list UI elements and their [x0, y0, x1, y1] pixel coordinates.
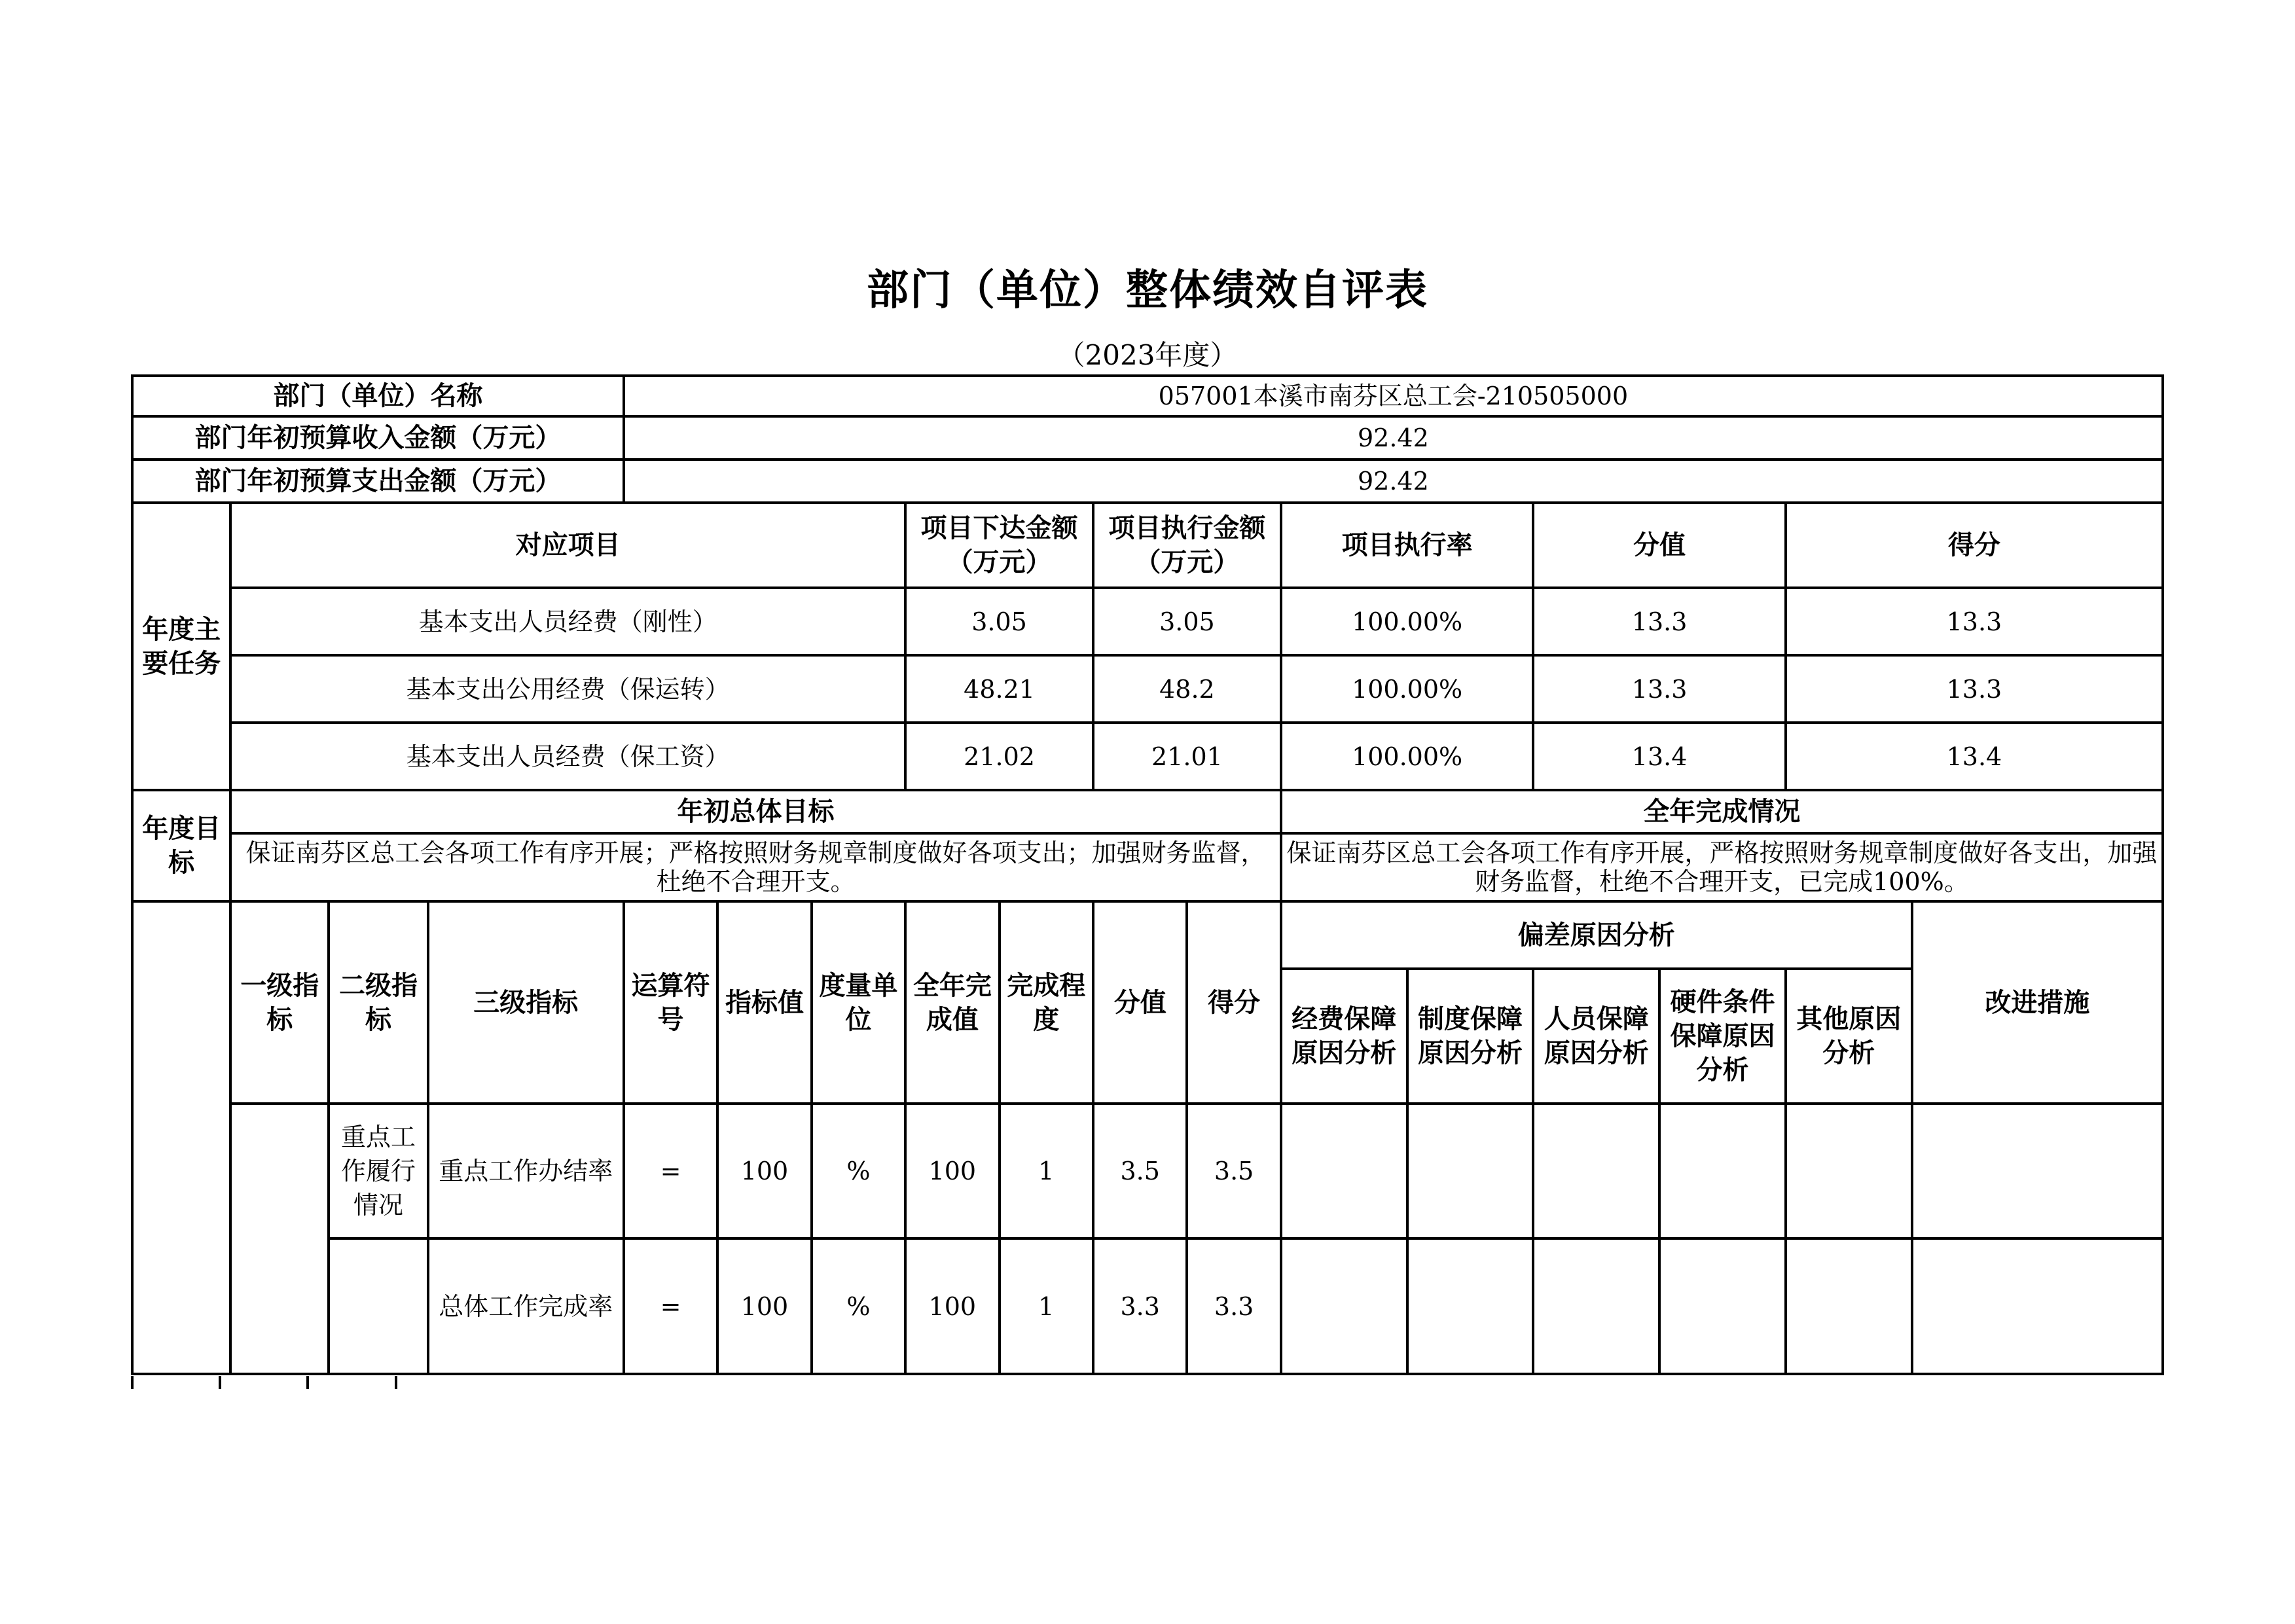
ind-level3: 总体工作完成率 [428, 1238, 624, 1374]
tasks-header-rate: 项目执行率 [1281, 503, 1534, 588]
task-score: 13.4 [1786, 723, 2163, 790]
tasks-header-score-value: 分值 [1533, 503, 1786, 588]
ind-header-actual: 全年完成值 [905, 901, 999, 1104]
indicators-section-label [132, 901, 230, 1374]
ind-operator: = [624, 1104, 717, 1238]
table-continuation-line [306, 1376, 309, 1389]
ind-dev-system [1407, 1104, 1534, 1238]
ind-header-operator: 运算符号 [624, 901, 717, 1104]
table-continuation-line [131, 1376, 134, 1389]
ind-level1 [230, 1104, 329, 1374]
goals-initial-header: 年初总体目标 [230, 790, 1281, 833]
goals-initial-text: 保证南芬区总工会各项工作有序开展；严格按照财务规章制度做好各项支出；加强财务监督，杜绝不合理开支。 [230, 833, 1281, 901]
info-row-name [132, 376, 2163, 416]
ind-header-dev-staff: 人员保障原因分析 [1533, 969, 1659, 1104]
task-score: 13.3 [1786, 588, 2163, 655]
ind-improvement [1912, 1238, 2163, 1374]
ind-dev-funding [1281, 1238, 1407, 1374]
task-executed: 3.05 [1093, 588, 1281, 655]
ind-target: 100 [717, 1238, 811, 1374]
task-row [132, 588, 2163, 655]
ind-dev-staff [1533, 1104, 1659, 1238]
ind-score: 3.3 [1187, 1238, 1280, 1374]
ind-score-value: 3.3 [1093, 1238, 1187, 1374]
income-label: 部门年初预算收入金额（万元） [132, 416, 624, 460]
tasks-section-label: 年度主要任务 [132, 503, 230, 790]
goals-completion-header: 全年完成情况 [1281, 790, 2163, 833]
ind-score-value: 3.5 [1093, 1104, 1187, 1238]
goals-completion-text: 保证南芬区总工会各项工作有序开展，严格按照财务规章制度做好各支出，加强财务监督，杜绝不合理开支，已完成100%。 [1281, 833, 2163, 901]
ind-target: 100 [717, 1104, 811, 1238]
task-rate: 100.00% [1281, 655, 1534, 723]
task-rate: 100.00% [1281, 588, 1534, 655]
goals-section-label: 年度目标 [132, 790, 230, 901]
ind-header-target: 指标值 [717, 901, 811, 1104]
ind-dev-hardware [1659, 1104, 1786, 1238]
task-executed: 48.2 [1093, 655, 1281, 723]
ind-header-unit: 度量单位 [812, 901, 905, 1104]
task-allocated: 48.21 [905, 655, 1093, 723]
ind-unit: % [812, 1104, 905, 1238]
ind-operator: = [624, 1238, 717, 1374]
task-score-value: 13.3 [1533, 588, 1786, 655]
evaluation-table [131, 374, 2164, 1375]
table-continuation-line [395, 1376, 397, 1389]
ind-header-deviation: 偏差原因分析 [1281, 901, 1912, 969]
task-rate: 100.00% [1281, 723, 1534, 790]
ind-degree: 1 [1000, 1104, 1093, 1238]
info-row-income [132, 416, 2163, 460]
ind-header-improvement: 改进措施 [1912, 901, 2163, 1104]
ind-header-level3: 三级指标 [428, 901, 624, 1104]
task-allocated: 3.05 [905, 588, 1093, 655]
ind-level2: 重点工作履行情况 [329, 1104, 427, 1238]
ind-unit: % [812, 1238, 905, 1374]
indicator-row [132, 1238, 2163, 1374]
ind-dev-other [1786, 1104, 1912, 1238]
goals-header-row [132, 790, 2163, 833]
expense-value: 92.42 [624, 460, 2163, 503]
tasks-header-project: 对应项目 [230, 503, 905, 588]
ind-header-level2: 二级指标 [329, 901, 427, 1104]
task-score-value: 13.4 [1533, 723, 1786, 790]
ind-level2 [329, 1238, 427, 1374]
tasks-header-row [132, 503, 2163, 588]
expense-label: 部门年初预算支出金额（万元） [132, 460, 624, 503]
tasks-header-executed: 项目执行金额（万元） [1093, 503, 1281, 588]
task-row [132, 723, 2163, 790]
ind-header-dev-other: 其他原因分析 [1786, 969, 1912, 1104]
goals-text-row [132, 833, 2163, 901]
ind-dev-staff [1533, 1238, 1659, 1374]
unit-name-value: 057001本溪市南芬区总工会-210505000 [624, 376, 2163, 416]
ind-dev-other [1786, 1238, 1912, 1374]
ind-actual: 100 [905, 1238, 999, 1374]
unit-name-label: 部门（单位）名称 [132, 376, 624, 416]
ind-header-dev-system: 制度保障原因分析 [1407, 969, 1534, 1104]
ind-header-degree: 完成程度 [1000, 901, 1093, 1104]
task-project: 基本支出人员经费（刚性） [230, 588, 905, 655]
task-score: 13.3 [1786, 655, 2163, 723]
info-row-expense [132, 460, 2163, 503]
ind-header-score-value: 分值 [1093, 901, 1187, 1104]
ind-header-level1: 一级指标 [230, 901, 329, 1104]
tasks-header-score: 得分 [1786, 503, 2163, 588]
ind-dev-funding [1281, 1104, 1407, 1238]
ind-degree: 1 [1000, 1238, 1093, 1374]
ind-header-score: 得分 [1187, 901, 1280, 1104]
tasks-header-allocated: 项目下达金额（万元） [905, 503, 1093, 588]
task-project: 基本支出公用经费（保运转） [230, 655, 905, 723]
ind-header-dev-funding: 经费保障原因分析 [1281, 969, 1407, 1104]
evaluation-table-frame [131, 374, 2164, 1375]
indicator-row [132, 1104, 2163, 1238]
ind-improvement [1912, 1104, 2163, 1238]
ind-header-dev-hardware: 硬件条件保障原因分析 [1659, 969, 1786, 1104]
ind-level3: 重点工作办结率 [428, 1104, 624, 1238]
ind-actual: 100 [905, 1104, 999, 1238]
ind-dev-hardware [1659, 1238, 1786, 1374]
ind-score: 3.5 [1187, 1104, 1280, 1238]
task-score-value: 13.3 [1533, 655, 1786, 723]
task-row [132, 655, 2163, 723]
task-executed: 21.01 [1093, 723, 1281, 790]
income-value: 92.42 [624, 416, 2163, 460]
page-subtitle: （2023年度） [1057, 339, 1238, 371]
ind-dev-system [1407, 1238, 1534, 1374]
indicators-header-row [132, 901, 2163, 969]
task-project: 基本支出人员经费（保工资） [230, 723, 905, 790]
task-allocated: 21.02 [905, 723, 1093, 790]
page-title: 部门（单位）整体绩效自评表 [867, 266, 1428, 315]
table-continuation-line [219, 1376, 221, 1389]
